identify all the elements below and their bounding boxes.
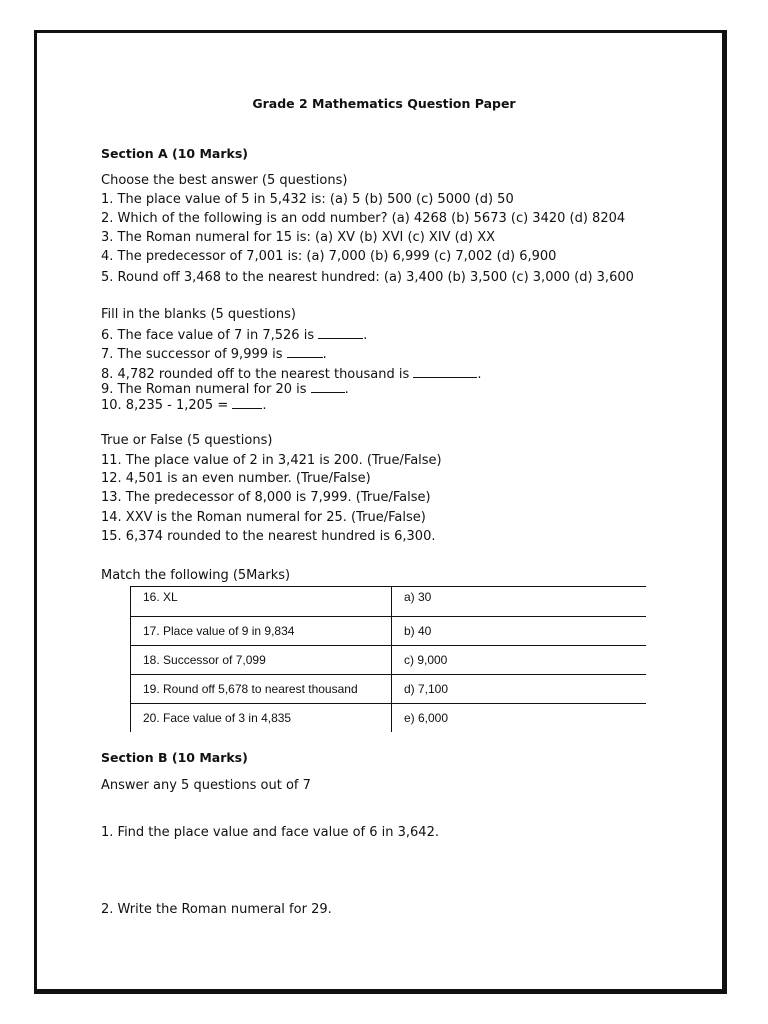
fill-instruction: Fill in the blanks (5 questions) [101, 307, 296, 322]
question-14: 14. XXV is the Roman numeral for 25. (True/False) [101, 510, 426, 525]
section-b-question-1: 1. Find the place value and face value of 6 in 3,642. [101, 825, 439, 840]
section-b-instruction: Answer any 5 questions out of 7 [101, 778, 311, 793]
question-8-text: 8. 4,782 rounded off to the nearest thousand is [101, 367, 410, 382]
question-9 [101, 381, 349, 397]
section-b-question-2: 2. Write the Roman numeral for 29. [101, 902, 332, 917]
question-7 [101, 346, 327, 362]
question-10 [101, 397, 267, 413]
answer-blank [287, 346, 323, 358]
true-false-instruction: True or False (5 questions) [101, 433, 273, 448]
question-1: 1. The place value of 5 in 5,432 is: (a) 5 (b) 500 (c) 5000 (d) 50 [101, 192, 514, 207]
match-table [130, 586, 646, 732]
question-10-text: 10. 8,235 - 1,205 = [101, 398, 229, 413]
question-5: 5. Round off 3,468 to the nearest hundred: (a) 3,400 (b) 3,500 (c) 3,000 (d) 3,600 [101, 270, 634, 285]
answer-blank [413, 366, 477, 378]
match-left-cell: 16. XL [131, 587, 392, 617]
question-8 [101, 366, 482, 382]
question-11: 11. The place value of 2 in 3,421 is 200. (True/False) [101, 453, 442, 468]
question-3: 3. The Roman numeral for 15 is: (a) XV (b) XVI (c) XIV (d) XX [101, 230, 496, 245]
table-row [131, 617, 647, 646]
table-row [131, 587, 647, 617]
answer-blank [318, 327, 363, 339]
match-right-cell: a) 30 [392, 587, 647, 617]
match-right-cell: e) 6,000 [392, 704, 647, 733]
question-6-end: . [363, 328, 368, 343]
question-9-end: . [344, 382, 349, 397]
match-left-cell: 17. Place value of 9 in 9,834 [131, 617, 392, 646]
question-7-text: 7. The successor of 9,999 is [101, 347, 283, 362]
match-left-cell: 20. Face value of 3 in 4,835 [131, 704, 392, 733]
question-6-text: 6. The face value of 7 in 7,526 is [101, 328, 315, 343]
question-7-end: . [322, 347, 327, 362]
section-a-heading: Section A (10 Marks) [101, 146, 248, 161]
table-row [131, 675, 647, 704]
match-right-cell: c) 9,000 [392, 646, 647, 675]
section-b-heading: Section B (10 Marks) [101, 750, 248, 765]
answer-blank [311, 381, 345, 393]
table-row [131, 704, 647, 733]
question-6 [101, 327, 367, 343]
question-2: 2. Which of the following is an odd number? (a) 4268 (b) 5673 (c) 3420 (d) 8204 [101, 211, 626, 226]
match-right-cell: d) 7,100 [392, 675, 647, 704]
question-8-end: . [477, 367, 482, 382]
question-13: 13. The predecessor of 8,000 is 7,999. (True/False) [101, 490, 431, 505]
match-left-cell: 19. Round off 5,678 to nearest thousand [131, 675, 392, 704]
question-10-end: . [262, 398, 267, 413]
question-4: 4. The predecessor of 7,001 is: (a) 7,000 (b) 6,999 (c) 7,002 (d) 6,900 [101, 249, 557, 264]
question-12: 12. 4,501 is an even number. (True/False) [101, 471, 371, 486]
match-instruction: Match the following (5Marks) [101, 568, 291, 583]
choose-instruction: Choose the best answer (5 questions) [101, 173, 348, 188]
answer-blank [232, 397, 262, 409]
question-15: 15. 6,374 rounded to the nearest hundred is 6,300. [101, 529, 436, 544]
paper-title: Grade 2 Mathematics Question Paper [252, 96, 516, 111]
table-row [131, 646, 647, 675]
match-left-cell: 18. Successor of 7,099 [131, 646, 392, 675]
question-9-text: 9. The Roman numeral for 20 is [101, 382, 307, 397]
match-right-cell: b) 40 [392, 617, 647, 646]
